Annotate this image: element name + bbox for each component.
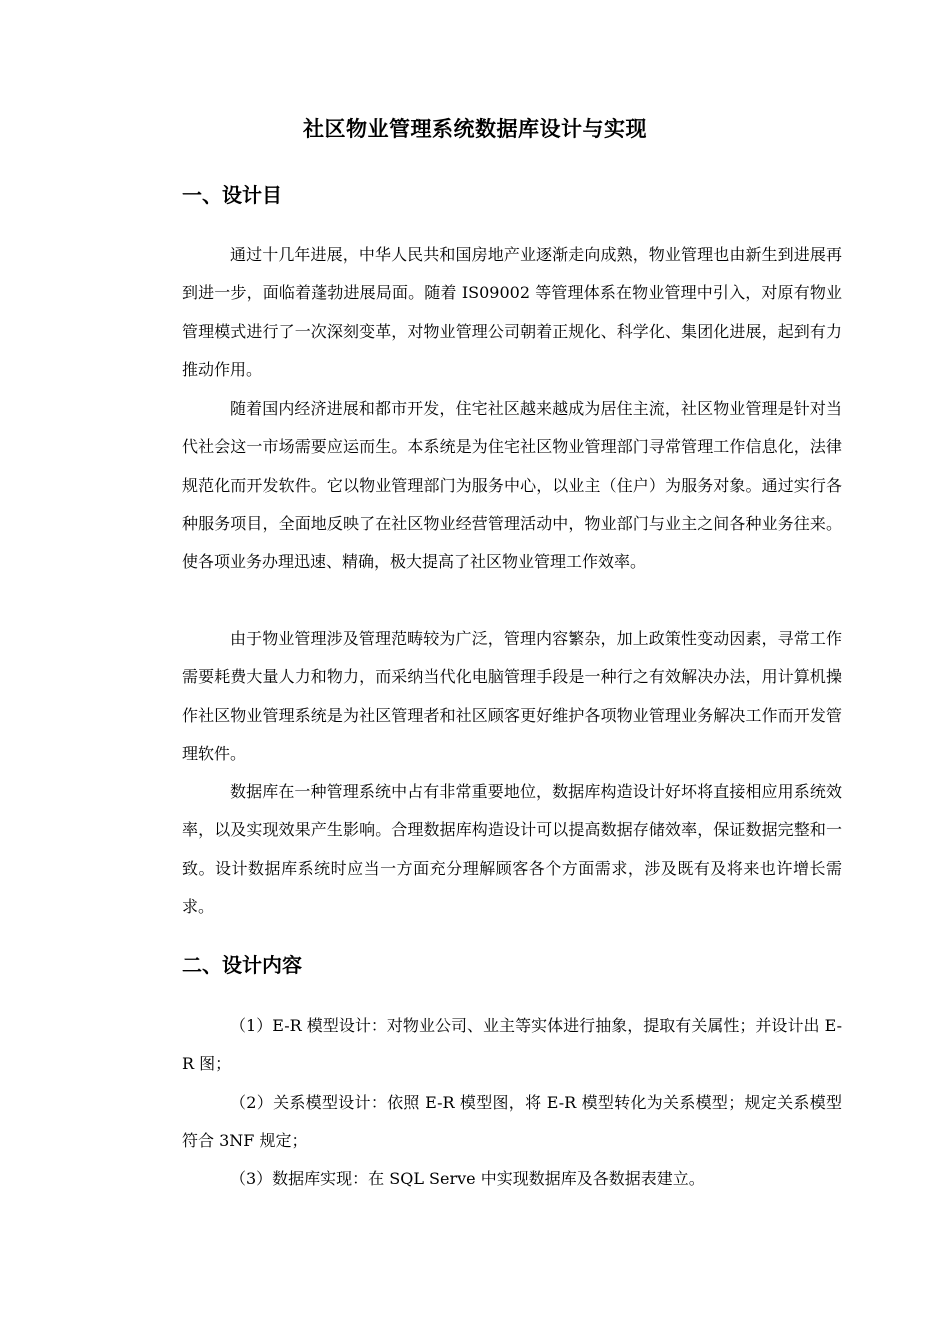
paragraph-database-role: 数据库在一种管理系统中占有非常重要地位，数据库构造设计好坏将直接相应用系统效率，以及实现效果产生影响。合理数据库构造设计可以提高数据存储效率，保证数据完整和一致。设计数据库系统时应当一方面充分理解顾客各个方面需求，涉及既有及将来也许增长需求。	[182, 782, 842, 916]
section-heading-design-content: 二、设计内容	[182, 953, 302, 977]
paragraph-intro: 通过十几年进展，中华人民共和国房地产业逐渐走向成熟，物业管理也由新生到进展再到进一步，面临着蓬勃进展局面。随着 IS09002 等管理体系在物业管理中引入，对原有物业管理模式进行了一次深刻变革，对物业管理公司朝着正规化、科学化、集团化进展，起到有力推动作用。	[182, 245, 842, 379]
document-title: 社区物业管理系统数据库设计与实现	[303, 117, 647, 141]
paragraph-er-model: （1）E-R 模型设计：对物业公司、业主等实体进行抽象，提取有关属性；并设计出 E-R 图；	[182, 1016, 842, 1074]
section-heading-design-goal: 一、设计目	[182, 183, 282, 207]
paragraph-management-scope: 由于物业管理涉及管理范畴较为广泛，管理内容繁杂，加上政策性变动因素，寻常工作需要耗费大量人力和物力，而采纳当代化电脑管理手段是一种行之有效解决办法，用计算机操作社区物业管理系统是为社区管理者和社区顾客更好维护各项物业管理业务解决工作而开发管理软件。	[182, 629, 842, 763]
paragraph-db-implementation: （3）数据库实现：在 SQL Serve 中实现数据库及各数据表建立。	[230, 1169, 705, 1188]
paragraph-relational-model: （2）关系模型设计：依照 E-R 模型图，将 E-R 模型转化为关系模型；规定关系模型符合 3NF 规定；	[182, 1093, 842, 1151]
paragraph-system-purpose: 随着国内经济进展和都市开发，住宅社区越来越成为居住主流，社区物业管理是针对当代社会这一市场需要应运而生。本系统是为住宅社区物业管理部门寻常管理工作信息化，法律规范化而开发软件。它以物业管理部门为服务中心，以业主（住户）为服务对象。通过实行各种服务项目，全面地反映了在社区物业经营管理活动中，物业部门与业主之间各种业务往来。使各项业务办理迅速、精确，极大提高了社区物业管理工作效率。	[182, 399, 842, 572]
